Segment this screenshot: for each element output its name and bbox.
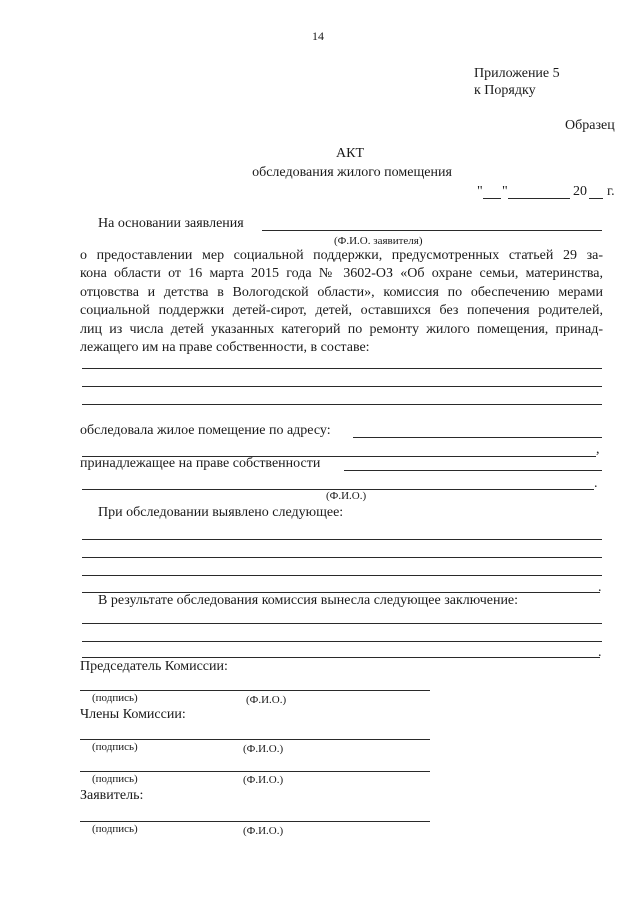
member-1-signature-caption: (подпись) — [92, 741, 138, 753]
date-open-quote: " — [477, 184, 483, 199]
composition-blank-2[interactable] — [82, 386, 602, 387]
date-day-blank[interactable] — [483, 198, 501, 199]
member-1-signature-blank[interactable] — [80, 739, 430, 740]
applicant-name-caption: (Ф.И.О. заявителя) — [334, 235, 423, 247]
conclusion-blank-3[interactable] — [82, 657, 600, 658]
date-year-blank[interactable] — [589, 198, 603, 199]
findings-blank-2[interactable] — [82, 557, 602, 558]
basis-label: На основании заявления — [98, 216, 244, 231]
appendix-line-2: к Порядку — [474, 83, 536, 98]
basis-text-row: лежащего им на праве собственности, в составе: — [80, 339, 370, 355]
owner-label: принадлежащее на праве собственности — [80, 456, 321, 471]
findings-blank-3[interactable] — [82, 575, 602, 576]
document-subtitle: обследования жилого помещения — [252, 165, 452, 180]
basis-paragraph — [80, 247, 603, 357]
date-year-suffix: г. — [607, 184, 615, 199]
basis-text-row: о предоставлении мер социальной поддержки, предусмотренных статьей 29 за- — [80, 248, 603, 263]
member-1-name-caption: (Ф.И.О.) — [243, 743, 284, 755]
basis-text-row: отцовства и детства в Вологодской области», комиссия по обеспечению мерами — [80, 284, 603, 300]
composition-blank-1[interactable] — [82, 368, 602, 369]
address-label: обследовала жилое помещение по адресу: — [80, 423, 331, 438]
chairman-signature-caption: (подпись) — [92, 692, 138, 704]
owner-period: . — [594, 476, 598, 491]
page-number: 14 — [312, 29, 324, 43]
date-month-blank[interactable] — [508, 198, 570, 199]
conclusion-blank-1[interactable] — [82, 623, 602, 624]
member-2-name-caption: (Ф.И.О.) — [243, 774, 284, 786]
chairman-signature-blank[interactable] — [80, 690, 430, 691]
chairman-name-caption: (Ф.И.О.) — [246, 694, 287, 706]
owner-blank[interactable] — [344, 470, 602, 471]
appendix-line-1: Приложение 5 — [474, 66, 560, 81]
member-2-signature-caption: (подпись) — [92, 773, 138, 785]
findings-blank-1[interactable] — [82, 539, 602, 540]
date-year-prefix: 20 — [573, 184, 587, 199]
basis-text-row: кона области от 16 марта 2015 года № 3602-ОЗ «Об охране семьи, материнства, — [80, 266, 603, 282]
address-blank[interactable] — [353, 437, 602, 438]
conclusion-label: В результате обследования комиссия вынесла следующее заключение: — [98, 593, 519, 608]
sample-label: Образец — [565, 118, 615, 133]
basis-text-row: лиц из числа детей указанных категорий по ремонту жилого помещения, принад- — [80, 321, 603, 337]
conclusion-blank-2[interactable] — [82, 641, 602, 642]
findings-label: При обследовании выявлено следующее: — [98, 505, 344, 520]
chairman-label: Председатель Комиссии: — [80, 659, 228, 674]
date-close-quote: " — [502, 184, 508, 199]
member-2-signature-blank[interactable] — [80, 771, 430, 772]
findings-period: . — [598, 580, 602, 595]
basis-text-row: социальной поддержки детей-сирот, детей, оставшихся без попечения родителей, — [80, 303, 603, 319]
applicant-name-caption: (Ф.И.О.) — [243, 825, 284, 837]
applicant-label: Заявитель: — [80, 788, 144, 803]
applicant-signature-blank[interactable] — [80, 821, 430, 822]
conclusion-period: . — [598, 645, 602, 660]
applicant-name-blank[interactable] — [262, 230, 602, 231]
owner-name-caption: (Ф.И.О.) — [326, 490, 367, 502]
composition-blank-3[interactable] — [82, 404, 602, 405]
members-label: Члены Комиссии: — [80, 707, 186, 722]
address-comma: , — [596, 442, 600, 457]
document-title: АКТ — [336, 146, 364, 161]
applicant-signature-caption: (подпись) — [92, 823, 138, 835]
